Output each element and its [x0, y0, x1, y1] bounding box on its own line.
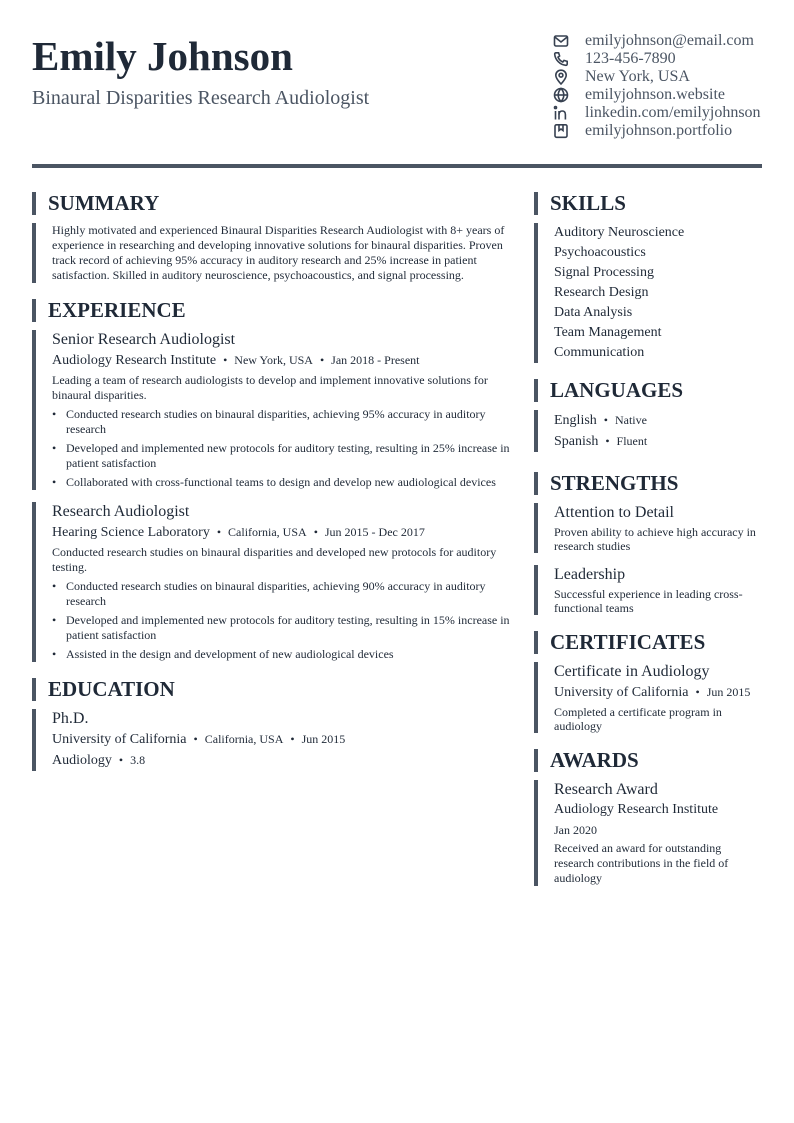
job-meta	[52, 350, 510, 371]
contact-location	[553, 68, 768, 86]
education-heading: EDUCATION	[32, 678, 510, 701]
strength-entry	[534, 565, 762, 615]
job-bullet: • Developed and implemented new protocols for auditory testing, resulting in 25% increase in patient satisfaction	[52, 441, 510, 471]
contact-website-text: emilyjohnson.website	[585, 86, 725, 103]
separator-dot: •	[313, 525, 318, 539]
contact-portfolio[interactable]	[553, 122, 768, 140]
strength-description: Successful experience in leading cross-functional teams	[554, 587, 743, 615]
job-bullet: • Collaborated with cross-functional teams to design and develop new audiological devices	[52, 475, 510, 490]
contact-list	[553, 32, 768, 140]
award-description: Received an award for outstanding research contributions in the field of audiology	[554, 841, 729, 885]
summary-heading: SUMMARY	[32, 192, 510, 215]
certificates-heading: CERTIFICATES	[534, 631, 762, 654]
job-location: New York, USA	[234, 353, 313, 367]
contact-website[interactable]	[553, 86, 768, 104]
summary-text: Highly motivated and experienced Binaural Disparities Research Audiologist with 8+ years of experience in researching and developing innovative solutions for binaural disparities. Proven track record of achieving 95% accuracy in auditory research and 25% increase in patient satisfaction. Skilled in auditory neuroscience, psychoacoustics, and signal processing.	[52, 223, 505, 282]
education-date: Jun 2015	[301, 732, 346, 746]
certificate-issuer: University of California	[554, 685, 689, 700]
award-date: Jan 2020	[554, 823, 597, 837]
education-field-row	[52, 750, 510, 771]
education-location: California, USA	[204, 732, 284, 746]
language-item	[554, 410, 762, 431]
certificate-meta	[554, 682, 762, 703]
language-level: Native	[614, 413, 647, 427]
certificate-description: Completed a certificate program in audiology	[554, 705, 722, 733]
certificate-date: Jun 2015	[706, 685, 751, 699]
job-location: California, USA	[228, 525, 307, 539]
education-block	[32, 709, 510, 771]
skill-item: Signal Processing	[554, 265, 654, 280]
contact-linkedin[interactable]	[553, 104, 768, 122]
mail-icon	[553, 33, 569, 49]
education-degree: Ph.D.	[52, 710, 89, 727]
separator-dot: •	[216, 525, 222, 539]
language-name: English	[554, 413, 597, 428]
strengths-heading: STRENGTHS	[534, 472, 762, 495]
certificate-entry	[534, 662, 762, 733]
candidate-title: Binaural Disparities Research Audiologist	[32, 87, 370, 109]
separator-dot: •	[118, 753, 124, 767]
separator-dot: •	[223, 353, 228, 367]
skill-item: Auditory Neuroscience	[554, 225, 685, 240]
awards-heading: AWARDS	[534, 749, 762, 772]
skill-item: Research Design	[554, 285, 649, 300]
contact-phone[interactable]	[553, 50, 768, 68]
award-entry	[534, 780, 762, 886]
education-gpa: 3.8	[130, 753, 146, 767]
job-entry	[32, 330, 510, 490]
award-organization: Audiology Research Institute	[554, 802, 719, 817]
location-icon	[553, 69, 569, 85]
contact-email[interactable]	[553, 32, 768, 50]
strength-description: Proven ability to achieve high accuracy in research studies	[554, 525, 756, 553]
skill-item: Data Analysis	[554, 305, 633, 320]
separator-dot: •	[319, 353, 325, 367]
separator-dot: •	[193, 732, 198, 746]
strength-entry	[534, 503, 762, 553]
contact-email-text: emilyjohnson@email.com	[585, 32, 754, 49]
education-field: Audiology	[52, 753, 112, 768]
portfolio-icon	[553, 123, 569, 139]
job-meta	[52, 522, 510, 543]
skills-block	[534, 223, 762, 363]
skill-item: Psychoacoustics	[554, 245, 646, 260]
phone-icon	[553, 51, 569, 67]
linkedin-icon	[553, 105, 569, 121]
separator-dot: •	[605, 434, 610, 448]
resume-header	[32, 30, 762, 146]
job-company: Audiology Research Institute	[52, 353, 217, 368]
certificate-title: Certificate in Audiology	[554, 663, 710, 680]
job-title: Research Audiologist	[52, 503, 190, 520]
separator-dot: •	[603, 413, 608, 427]
experience-heading: EXPERIENCE	[32, 299, 510, 322]
separator-dot: •	[290, 732, 295, 746]
skill-item: Communication	[554, 345, 645, 360]
summary-block	[32, 223, 510, 283]
job-bullet: • Conducted research studies on binaural disparities, achieving 90% accuracy in auditory research	[52, 579, 510, 609]
job-description: Leading a team of research audiologists to develop and implement innovative solutions for binaural disparities.	[52, 373, 488, 402]
education-school: University of California	[52, 732, 187, 747]
strength-title: Leadership	[554, 566, 626, 583]
header-divider	[32, 164, 762, 168]
skills-heading: SKILLS	[534, 192, 762, 215]
job-entry	[32, 502, 510, 662]
separator-dot: •	[695, 685, 700, 699]
award-title: Research Award	[554, 781, 658, 798]
job-bullets	[52, 579, 510, 662]
globe-icon	[553, 87, 569, 103]
left-column	[32, 192, 510, 771]
job-description: Conducted research studies on binaural disparities and developed new protocols for auditory testing.	[52, 545, 497, 574]
languages-heading: LANGUAGES	[534, 379, 762, 402]
contact-location-text: New York, USA	[585, 68, 690, 85]
job-dates: Jun 2015 - Dec 2017	[324, 525, 425, 539]
contact-linkedin-text: linkedin.com/emilyjohnson	[585, 104, 761, 121]
right-column	[534, 192, 762, 886]
language-name: Spanish	[554, 434, 599, 449]
job-bullet: • Assisted in the design and development of new audiological devices	[52, 647, 510, 662]
language-item	[554, 431, 762, 452]
contact-portfolio-text: emilyjohnson.portfolio	[585, 122, 733, 139]
job-bullet: • Conducted research studies on binaural disparities, achieving 95% accuracy in auditory research	[52, 407, 510, 437]
job-bullets	[52, 407, 510, 490]
job-company: Hearing Science Laboratory	[52, 525, 210, 540]
languages-block	[534, 410, 762, 452]
strength-title: Attention to Detail	[554, 504, 674, 521]
language-level: Fluent	[616, 434, 648, 448]
contact-phone-text: 123-456-7890	[585, 50, 676, 67]
candidate-name: Emily Johnson	[32, 33, 293, 79]
job-dates: Jan 2018 - Present	[331, 353, 420, 367]
education-meta	[52, 729, 510, 750]
job-title: Senior Research Audiologist	[52, 331, 236, 348]
skill-item: Team Management	[554, 325, 662, 340]
job-bullet: • Developed and implemented new protocols for auditory testing, resulting in 15% increase in patient satisfaction	[52, 613, 510, 643]
resume-page	[32, 0, 762, 1123]
